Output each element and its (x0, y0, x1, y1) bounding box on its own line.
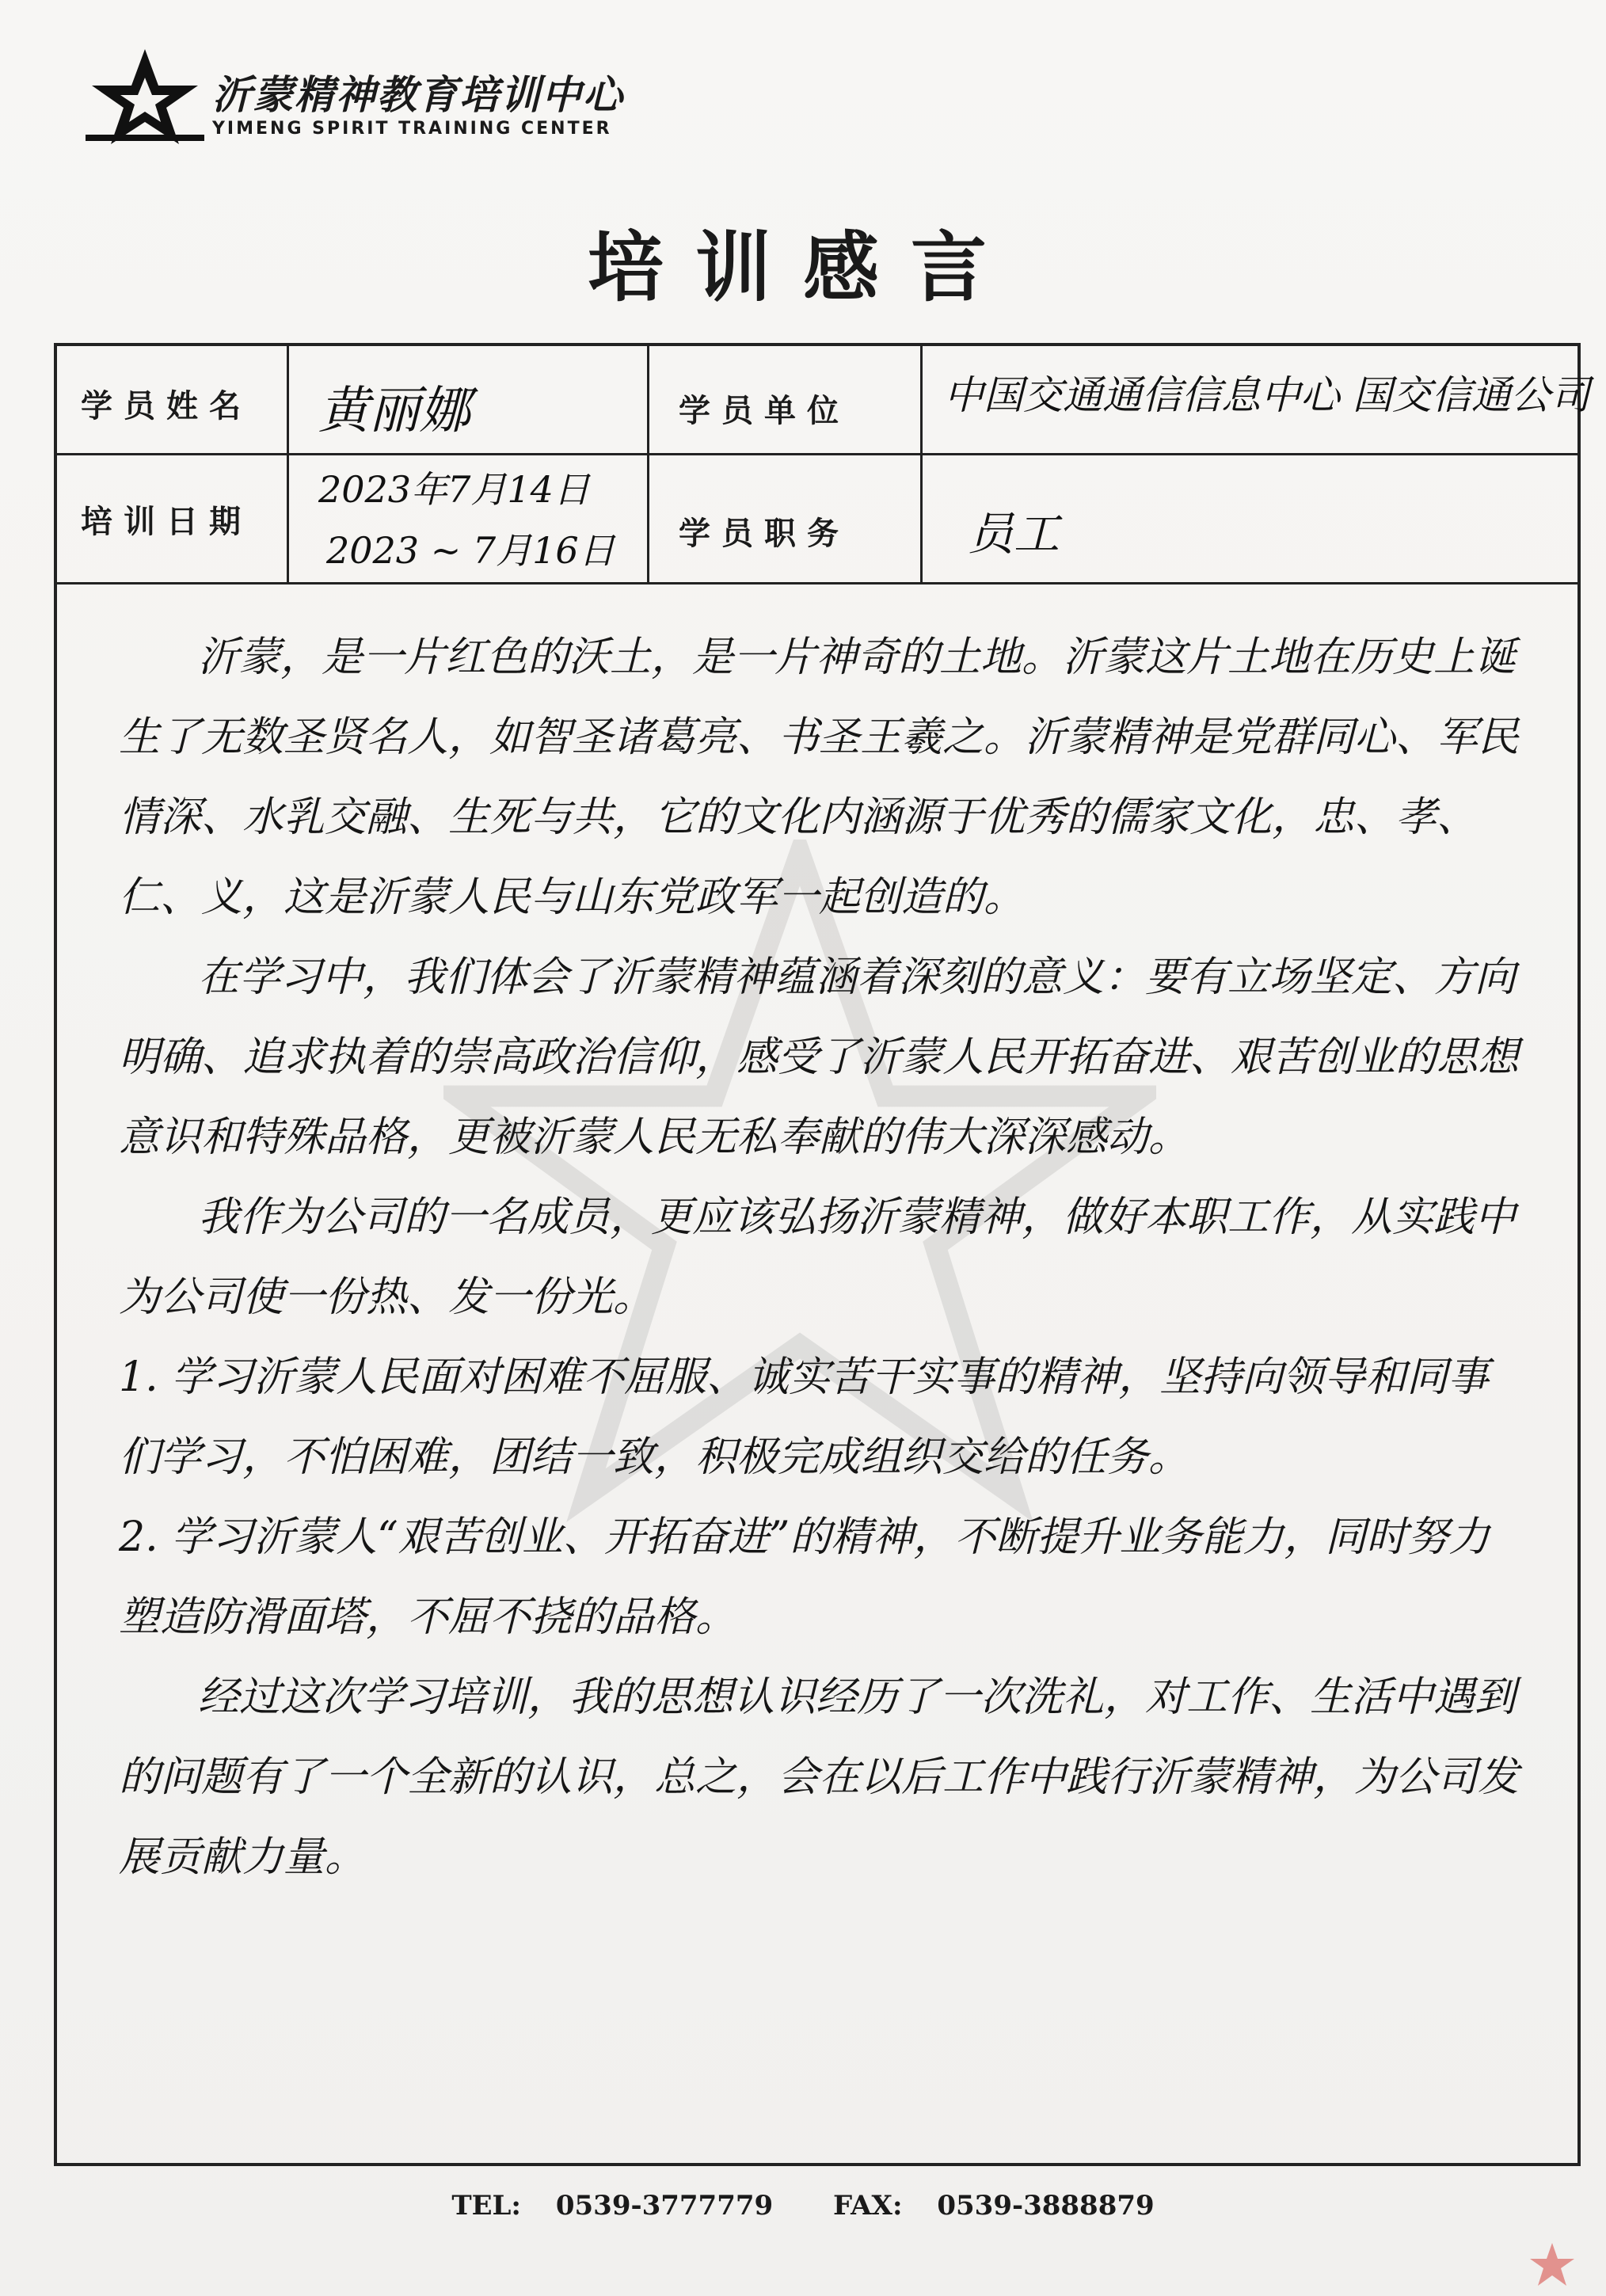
document-title: 培训感言 (588, 223, 1018, 312)
fax-value: 0539-3888879 (937, 2190, 1155, 2222)
org-name-cn: 沂蒙精神教育培训中心 (212, 71, 624, 118)
column-divider (920, 346, 923, 582)
training-date-label: 培训日期 (81, 504, 252, 540)
training-date-start: 2023年7月14日 (318, 468, 590, 511)
essay-paragraph: 经过这次学习培训，我的思想认识经历了一次洗礼，对工作、生活中遇到的问题有了一个全新的认识，总之，会在以后工作中践行沂蒙精神，为公司发展贡献力量。 (119, 1673, 1520, 1881)
fax-group (820, 2190, 1167, 2222)
training-date-end: 2023 ~ 7月16日 (326, 529, 615, 572)
org-name-en: YIMENG SPIRIT TRAINING CENTER (212, 119, 612, 139)
student-unit-label: 学员单位 (679, 393, 850, 429)
student-position-value: 员工 (968, 507, 1060, 561)
essay-paragraph: 2. 学习沂蒙人“艰苦创业、开拓奋进”的精神，不断提升业务能力，同时努力塑造防滑面塔，不屈不挠的品格。 (119, 1514, 1490, 1641)
essay-body (119, 618, 1528, 1898)
student-unit-value: 中国交通通信信息中心 国交信通公司 (944, 372, 1590, 418)
star-logo-icon (86, 46, 204, 149)
essay-paragraph: 1. 学习沂蒙人民面对困难不屈服、诚实苦干实事的精神，坚持向领导和同事们学习，不怕困难，团结一致，积极完成组织交给的任务。 (119, 1354, 1490, 1481)
student-position-label: 学员职务 (679, 516, 850, 552)
essay-paragraph: 沂蒙，是一片红色的沃土，是一片神奇的土地。沂蒙这片土地在历史上诞生了无数圣贤名人，如智圣诸葛亮、书圣王羲之。沂蒙精神是党群同心、军民情深、水乳交融、生死与共，它的文化内涵源于优秀的儒家文化，忠、孝、仁、义，这是沂蒙人民与山东党政军一起创造的。 (119, 634, 1520, 921)
tel-group (439, 2190, 795, 2222)
column-divider (287, 346, 289, 582)
student-name-label: 学员姓名 (81, 388, 252, 425)
student-name-value: 黄丽娜 (318, 382, 470, 440)
contact-footer (0, 2190, 1606, 2222)
essay-paragraph: 我作为公司的一名成员，更应该弘扬沂蒙精神，做好本职工作，从实践中为公司使一份热、发一份光。 (119, 1194, 1517, 1321)
corner-watermark-icon (1528, 2241, 1576, 2289)
row-divider (57, 582, 1577, 584)
column-divider (647, 346, 649, 582)
fax-label: FAX: (833, 2190, 903, 2222)
tel-value: 0539-3777779 (555, 2190, 774, 2222)
tel-label: TEL: (451, 2190, 521, 2222)
row-divider (57, 453, 1577, 455)
essay-paragraph: 在学习中，我们体会了沂蒙精神蕴涵着深刻的意义：要有立场坚定、方向明确、追求执着的崇高政治信仰，感受了沂蒙人民开拓奋进、艰苦创业的思想意识和特殊品格，更被沂蒙人民无私奉献的伟大深深感动。 (119, 954, 1520, 1161)
